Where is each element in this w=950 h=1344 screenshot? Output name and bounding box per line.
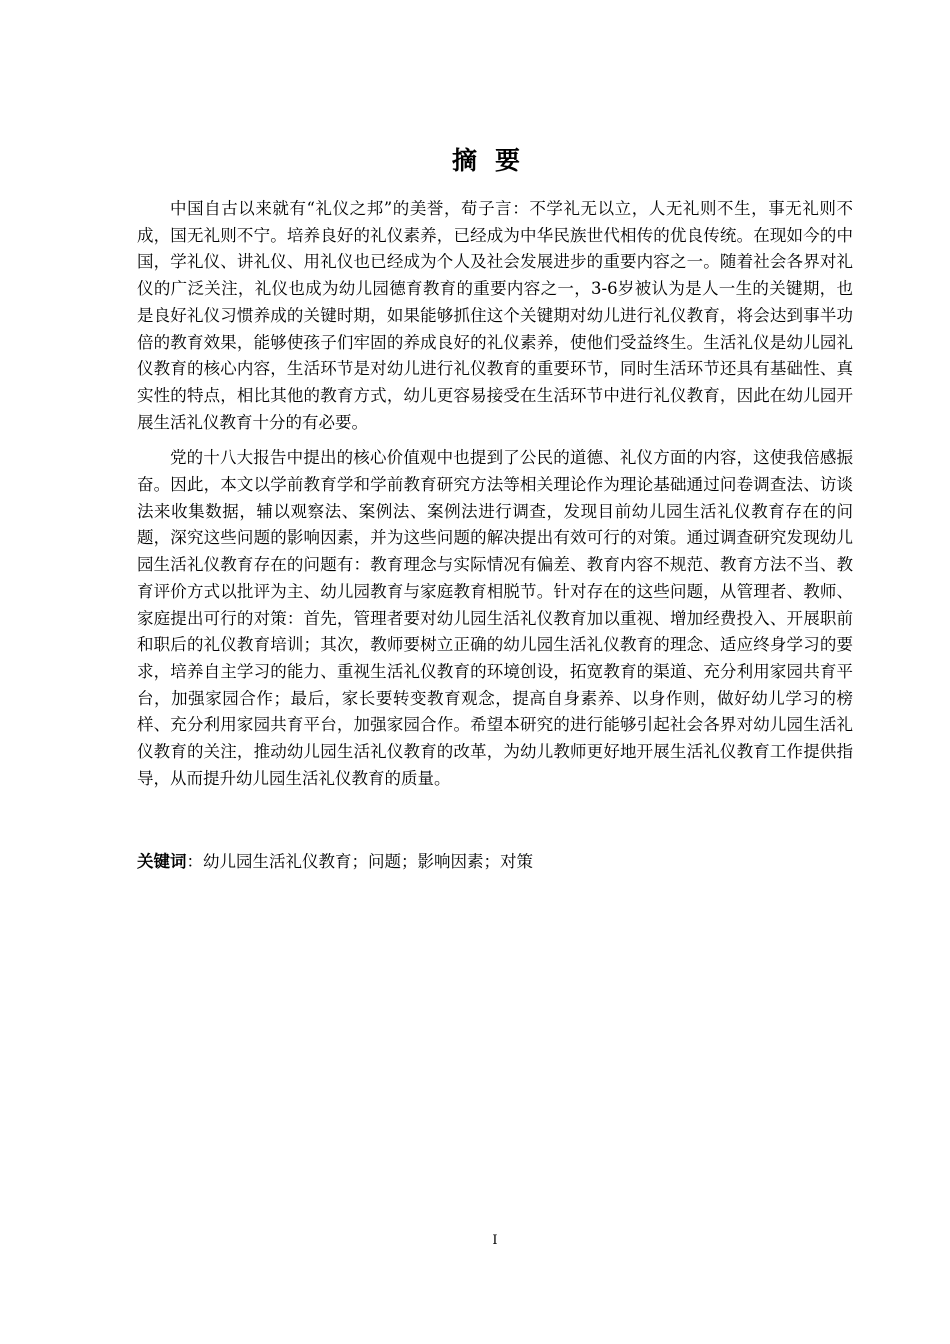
abstract-title: 摘要 — [451, 146, 538, 175]
keywords-text: 幼儿园生活礼仪教育；问题；影响因素；对策 — [203, 852, 533, 871]
abstract-body — [137, 196, 853, 801]
keywords-label: 关键词 — [137, 852, 187, 871]
keywords-separator: ： — [186, 852, 203, 871]
abstract-paragraph-2: 党的十八大报告中提出的核心价值观中也提到了公民的道德、礼仪方面的内容，这使我倍感振奋。因此，本文以学前教育学和学前教育研究方法等相关理论作为理论基础通过问卷调查法、访谈法来收集数据，辅以观察法、案例法、案例法进行调查，发现目前幼儿园生活礼仪教育存在的问题，深究这些问题的影响因素，并为这些问题的解决提出有效可行的对策。通过调查研究发现幼儿园生活礼仪教育存在的问题有：教育理念与实际情况有偏差、教育内容不规范、教育方法不当、教育评价方式以批评为主、幼儿园教育与家庭教育相脱节。针对存在的这些问题，从管理者、教师、家庭提出可行的对策：首先，管理者要对幼儿园生活礼仪教育加以重视、增加经费投入、开展职前和职后的礼仪教育培训；其次，教师要树立正确的幼儿园生活礼仪教育的理念、适应终身学习的要求，培养自主学习的能力、重视生活礼仪教育的环境创设，拓宽教育的渠道、充分利用家园共育平台，加强家园合作；最后，家长要转变教育观念，提高自身素养、以身作则，做好幼儿学习的榜样、充分利用家园共育平台，加强家园合作。希望本研究的进行能够引起社会各界对幼儿园生活礼仪教育的关注，推动幼儿园生活礼仪教育的改革，为幼儿教师更好地开展生活礼仪教育工作提供指导，从而提升幼儿园生活礼仪教育的质量。 — [137, 448, 853, 788]
page-number: I — [492, 1233, 498, 1248]
abstract-paragraph-1: 中国自古以来就有“礼仪之邦”的美誉，荀子言：不学礼无以立，人无礼则不生，事无礼则不成，国无礼则不宁。培养良好的礼仪素养，已经成为中华民族世代相传的优良传统。在现如今的中国，学礼仪、讲礼仪、用礼仪也已经成为个人及社会发展进步的重要内容之一。随着社会各界对礼仪的广泛关注，礼仪也成为幼儿园德育教育的重要内容之一，3-6岁被认为是人一生的关键期，也是良好礼仪习惯养成的关键时期，如果能够抓住这个关键期对幼儿进行礼仪教育，将会达到事半功倍的教育效果，能够使孩子们牢固的养成良好的礼仪素养，使他们受益终生。生活礼仪是幼儿园礼仪教育的核心内容，生活环节是对幼儿进行礼仪教育的重要环节，同时生活环节还具有基础性、真实性的特点，相比其他的教育方式，幼儿更容易接受在生活环节中进行礼仪教育，因此在幼儿园开展生活礼仪教育十分的有必要。 — [137, 199, 853, 432]
keywords-line — [137, 848, 853, 876]
